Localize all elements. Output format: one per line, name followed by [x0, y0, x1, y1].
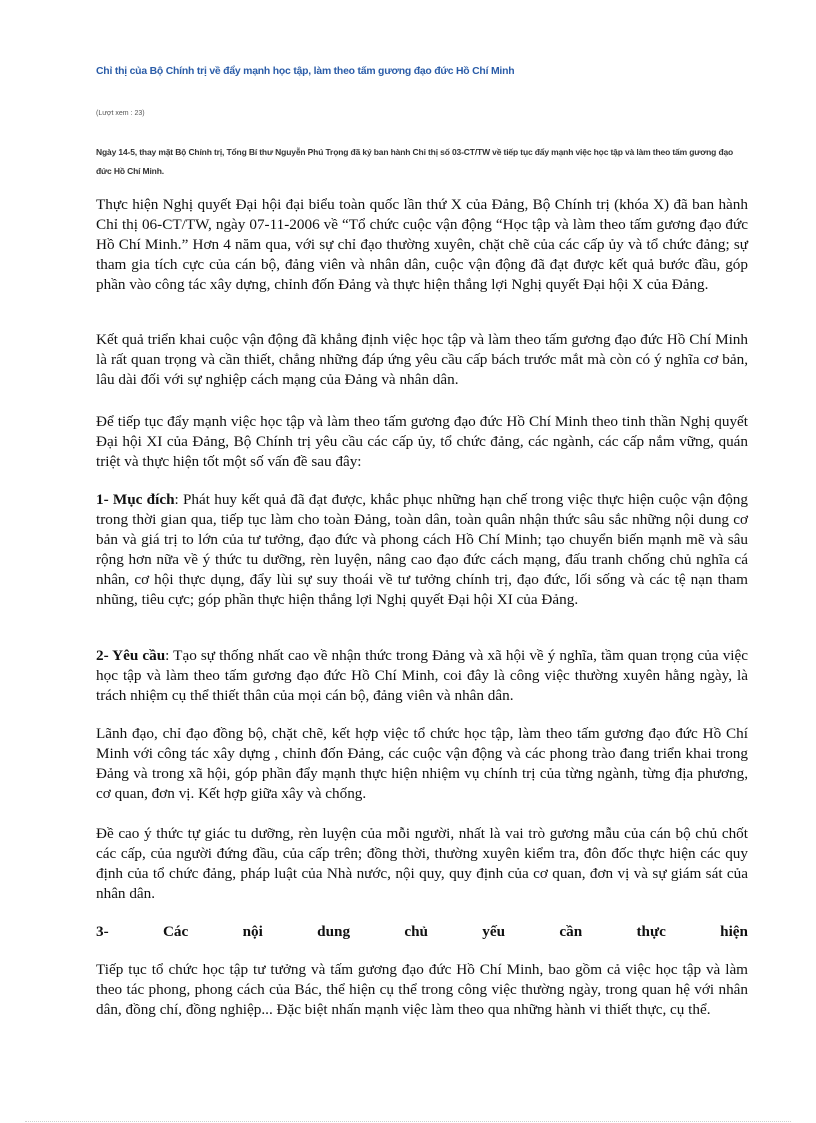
paragraph-3: Để tiếp tục đẩy mạnh việc học tập và làm theo tấm gương đạo đức Hồ Chí Minh theo tinh thần Nghị quyết Đại hội XI của Đảng, Bộ Chính trị yêu cầu các cấp ủy, tổ chức đảng, các ngành, các cấp nắm vững, quán triệt và thực hiện tốt một số vấn đề sau đây:	[96, 413, 748, 470]
paragraph-purpose	[96, 490, 748, 610]
article-lead: Ngày 14-5, thay mặt Bộ Chính trị, Tổng Bí thư Nguyễn Phú Trọng đã ký ban hành Chỉ thị số 03-CT/TW về tiếp tục đẩy mạnh việc học tập và làm theo tấm gương đạo đức Hồ Chí Minh.	[96, 147, 734, 176]
requirements-text: : Tạo sự thống nhất cao về nhận thức trong Đảng và xã hội về ý nghĩa, tầm quan trọng của việc học tập và làm theo tấm gương đạo đức Hồ Chí Minh, coi đây là công việc thường xuyên hằng ngày, là trách nhiệm cụ thể thiết thân của mọi cán bộ, đảng viên và nhân dân.	[96, 647, 748, 704]
page-bottom-divider	[25, 1121, 791, 1122]
paragraph-7: Đề cao ý thức tự giác tu dưỡng, rèn luyện của mỗi người, nhất là vai trò gương mẫu của cán bộ chủ chốt các cấp, của người đứng đầu, của cấp trên; đồng thời, thường xuyên kiểm tra, đôn đốc thực hiện các quy định của tổ chức đảng, pháp luật của Nhà nước, nội quy, quy định của cơ quan, đơn vị và sự giám sát của nhân dân.	[96, 825, 748, 902]
paragraph-6: Lãnh đạo, chỉ đạo đồng bộ, chặt chẽ, kết hợp việc tổ chức học tập, làm theo tấm gương đạo đức Hồ Chí Minh với công tác xây dựng , chỉnh đốn Đảng, các cuộc vận động và các phong trào đang triển khai trong Đảng và trong xã hội, góp phần đẩy mạnh thực hiện nhiệm vụ chính trị của từng ngành, từng địa phương, cơ quan, đơn vị. Kết hợp giữa xây và chống.	[96, 725, 748, 802]
view-count: (Lượt xem : 23)	[96, 110, 145, 117]
paragraph-requirements	[96, 646, 748, 706]
paragraph-9: Tiếp tục tổ chức học tập tư tưởng và tấm gương đạo đức Hồ Chí Minh, bao gồm cả việc học tập và làm theo tác phong, phong cách của Bác, thể hiện cụ thể trong công việc thường ngày, trong quan hệ với nhân dân, đồng chí, đồng nghiệp... Đặc biệt nhấn mạnh việc làm theo qua những hành vi thiết thực, cụ thể.	[96, 961, 748, 1018]
paragraph-1: Thực hiện Nghị quyết Đại hội đại biểu toàn quốc lần thứ X của Đảng, Bộ Chính trị (khóa X) đã ban hành Chỉ thị 06-CT/TW, ngày 07-11-2006 về “Tổ chức cuộc vận động “Học tập và làm theo tấm gương đạo đức Hồ Chí Minh.” Hơn 4 năm qua, với sự chỉ đạo thường xuyên, chặt chẽ của các cấp ủy và tổ chức đảng; sự tham gia tích cực của cán bộ, đảng viên và nhân dân, cuộc vận động đã đạt được kết quả bước đầu, góp phần vào công tác xây dựng, chỉnh đốn Đảng và thực hiện thắng lợi Nghị quyết Đại hội X của Đảng.	[96, 196, 748, 293]
purpose-text: : Phát huy kết quả đã đạt được, khắc phục những hạn chế trong việc thực hiện cuộc vận động trong thời gian qua, tiếp tục làm cho toàn Đảng, toàn dân, toàn quân nhận thức sâu sắc những nội dung cơ bản và giá trị to lớn của tư tưởng, đạo đức và phong cách Hồ Chí Minh; tạo chuyển biến mạnh mẽ và sâu rộng hơn nữa về ý thức tu dưỡng, rèn luyện, nâng cao đạo đức cách mạng, đấu tranh chống chủ nghĩa cá nhân, cơ hội thực dụng, đẩy lùi sự suy thoái về tư tưởng chính trị, đạo đức, lối sống và các tệ nạn tham nhũng, tiêu cực; góp phần thực hiện thắng lợi Nghị quyết Đại hội XI của Đảng.	[96, 491, 748, 608]
purpose-heading: 1- Mục đích	[96, 491, 175, 508]
requirements-heading: 2- Yêu cầu	[96, 647, 166, 664]
article-title[interactable]: Chỉ thị của Bộ Chính trị về đẩy mạnh học tập, làm theo tấm gương đạo đức Hồ Chí Minh	[96, 66, 515, 77]
paragraph-2: Kết quả triển khai cuộc vận động đã khẳng định việc học tập và làm theo tấm gương đạo đức Hồ Chí Minh là rất quan trọng và cần thiết, chẳng những đáp ứng yêu cầu cấp bách trước mắt mà còn có ý nghĩa cơ bản, lâu dài đối với sự nghiệp cách mạng của Đảng và nhân dân.	[96, 331, 748, 388]
section-heading-3: 3- Các nội dung chủ yếu cần thực hiện	[96, 923, 748, 940]
